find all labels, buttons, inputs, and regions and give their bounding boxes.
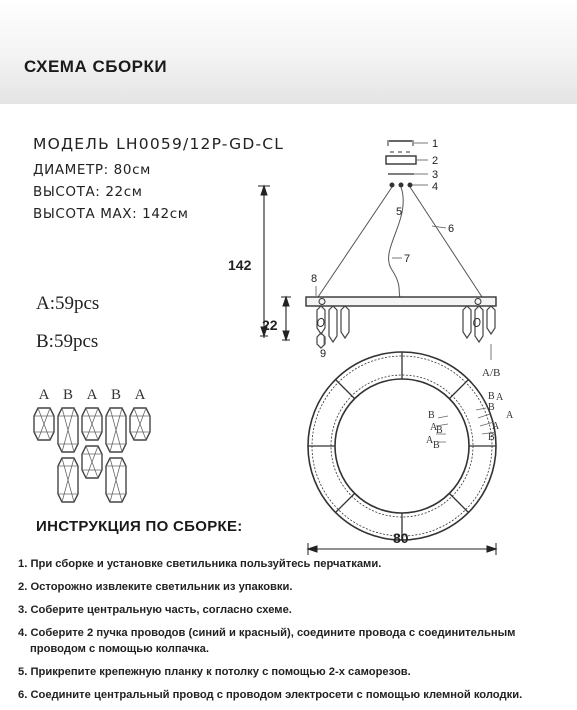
part-number: 3 — [432, 169, 439, 181]
diameter-label: ДИАМЕТР: 80см — [33, 162, 151, 178]
ring-label: B — [488, 391, 495, 402]
crystal-b-count: B:59pcs — [36, 331, 99, 352]
instruction-step: 3. Соберите центральную часть, согласно схеме. — [18, 604, 292, 616]
suspension-cables — [318, 187, 482, 297]
candle-bulb-icon — [318, 318, 480, 326]
ab-label: A/B — [482, 367, 501, 379]
height-label: ВЫСОТА: 22см — [33, 184, 143, 200]
instruction-step: 2. Осторожно извлеките светильник из упаковки. — [18, 581, 293, 593]
instruction-step: 1. При сборке и установке светильника пользуйтесь перчатками. — [18, 558, 382, 570]
part-number: 6 — [448, 223, 455, 235]
ring-label: B — [488, 432, 495, 443]
instructions-title: ИНСТРУКЦИЯ ПО СБОРКЕ: — [36, 518, 243, 535]
ring-label: B — [428, 410, 435, 421]
ring-label: A — [496, 392, 504, 403]
page-title: СХЕМА СБОРКИ — [24, 57, 168, 76]
part-number: 2 — [432, 155, 439, 167]
height-max-label: ВЫСОТА MAX: 142см — [33, 206, 189, 222]
ring-label: A — [426, 435, 434, 446]
part-number: 9 — [320, 348, 327, 360]
instructions-list — [18, 556, 522, 710]
ring-label: A — [430, 422, 438, 433]
instruction-step: 5. Прикрепите крепежную планку к потолку с помощью 2-х саморезов. — [18, 666, 411, 678]
dim-height-max: 142 — [228, 257, 252, 273]
crystal-label: B — [62, 387, 74, 403]
crystal-a-count: A:59pcs — [36, 293, 100, 314]
dim-diameter: 80 — [393, 530, 409, 546]
instruction-step: 6. Соедините центральный провод с проводом электросети с помощью клемной колодки. — [18, 689, 523, 701]
part-number: 1 — [432, 138, 439, 150]
ring-top-view — [308, 352, 496, 540]
crystal-label: A — [38, 387, 50, 403]
model-label: МОДЕЛЬ LH0059/12P-GD-CL — [33, 135, 285, 153]
ceiling-canopy — [386, 140, 416, 187]
part-number: 7 — [404, 253, 411, 265]
part-number: 8 — [311, 273, 318, 285]
instruction-step: 4. Соберите 2 пучка проводов (синий и красный), соедините провода с соединительным проводом с помощью колпачка. — [18, 627, 516, 655]
ring-label: B — [488, 402, 495, 413]
ring-side-view — [306, 297, 496, 348]
ring-label: B — [433, 440, 440, 451]
dim-height: 22 — [262, 317, 278, 333]
crystal-label: A — [86, 387, 98, 403]
crystal-label: B — [110, 387, 122, 403]
ring-label: B — [436, 425, 443, 436]
ring-label: A — [506, 410, 514, 421]
ring-label: A — [492, 421, 500, 432]
crystal-label: A — [134, 387, 146, 403]
part-number: 4 — [432, 181, 439, 193]
part-number: 5 — [396, 206, 403, 218]
